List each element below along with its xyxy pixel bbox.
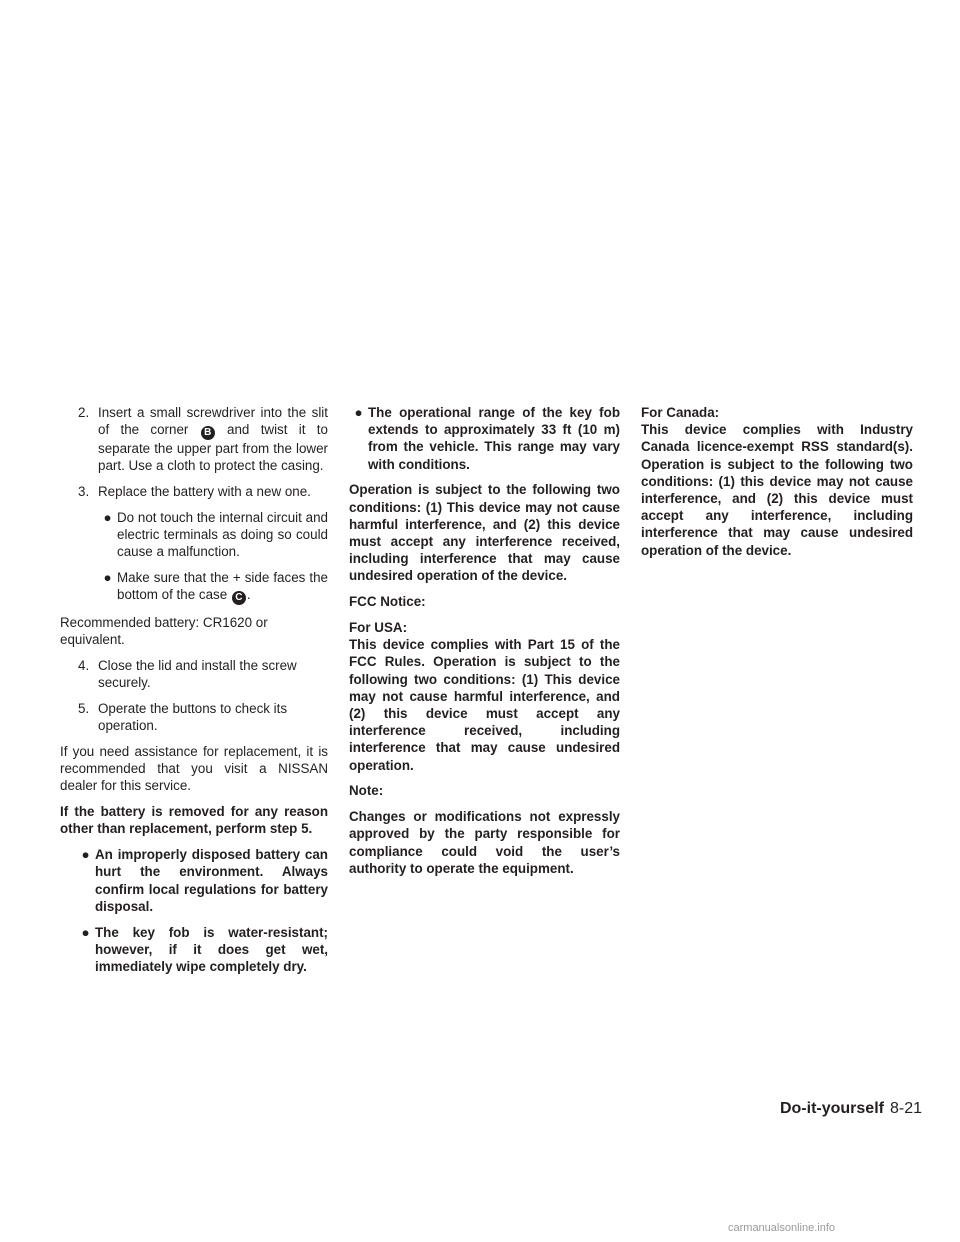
warning-heading: If the battery is removed for any reason other than replacement, perform step 5. [60, 804, 328, 837]
step-5 [78, 700, 328, 734]
step-text: Close the lid and install the screw securely. [98, 658, 297, 691]
list-item: ● An improperly disposed battery can hurt the environment. Always confirm local regulations for battery disposal. [76, 846, 328, 915]
column-3 [641, 404, 913, 567]
step-number: 5. [78, 701, 90, 716]
step-4 [78, 657, 328, 691]
canada-paragraph: This device complies with Industry Canada licence-exempt RSS standard(s). Operation is subject to the following two conditions: (1) this device may not cause interference, and (2) this device must accept any interference, including interference that may cause undesired operation of the device. [641, 422, 913, 558]
step-2 [78, 404, 328, 475]
step-text: Insert a small screwdriver into the slit of the corner B and twist it to separate the upper part from the lower part. Use a cloth to protect the casing. [98, 405, 328, 474]
step-number: 3. [78, 484, 90, 500]
step-text: Operate the buttons to check its operation. [98, 701, 288, 734]
assistance-paragraph: If you need assistance for replacement, it is recommended that you visit a NISSAN dealer for this service. [60, 744, 328, 794]
bullet-icon: ● [354, 405, 363, 420]
page-footer [780, 1100, 922, 1118]
watermark: carmanualsonline.info [728, 1222, 836, 1234]
list-item: ● Do not touch the internal circuit and electric terminals as doing so could cause a malfunction. [98, 509, 328, 561]
marker-c-icon: C [232, 591, 246, 605]
column-1 [60, 404, 328, 984]
marker-b-icon: B [201, 426, 215, 440]
note-heading: Note: [349, 783, 384, 799]
bullet-icon: ● [81, 847, 90, 863]
step-number: 4. [78, 658, 90, 673]
column-2 [349, 404, 620, 886]
step-number: 2. [78, 405, 90, 420]
list-item: ● The operational range of the key fob extends to approximately 33 ft (10 m) from the vehicle. This range may vary with conditions. [349, 404, 620, 473]
usa-paragraph: This device complies with Part 15 of the FCC Rules. Operation is subject to the following two conditions: (1) This device may not cause harmful interference, and (2) this device must accept any interference received, including interference that may cause undesired operation. [349, 637, 620, 773]
bullet-icon: ● [103, 510, 112, 525]
usa-heading: For USA: [349, 620, 408, 636]
list-item: ● Make sure that the + side faces the bottom of the case C . [98, 569, 328, 605]
section-title: Do-it-yourself [779, 1100, 884, 1117]
canada-heading: For Canada: [641, 405, 720, 420]
bullet-icon: ● [103, 570, 112, 586]
fcc-notice-heading: FCC Notice: [349, 594, 426, 610]
recommended-battery: Recommended battery: CR1620 or equivalent. [60, 615, 268, 648]
step-text: Replace the battery with a new one. [98, 484, 311, 500]
operation-paragraph: Operation is subject to the following two conditions: (1) This device may not cause harmful interference, and (2) this device must accept any interference received, including interference that may cause undesired operation of the device. [349, 482, 620, 584]
note-paragraph: Changes or modifications not expressly approved by the party responsible for compliance could void the user’s authority to operate the equipment. [349, 809, 620, 876]
step-3 [78, 483, 328, 500]
list-item: ● The key fob is water-resistant; however, if it does get wet, immediately wipe completely dry. [76, 924, 328, 976]
page-number: 8-21 [889, 1100, 922, 1117]
bullet-icon: ● [81, 924, 90, 940]
